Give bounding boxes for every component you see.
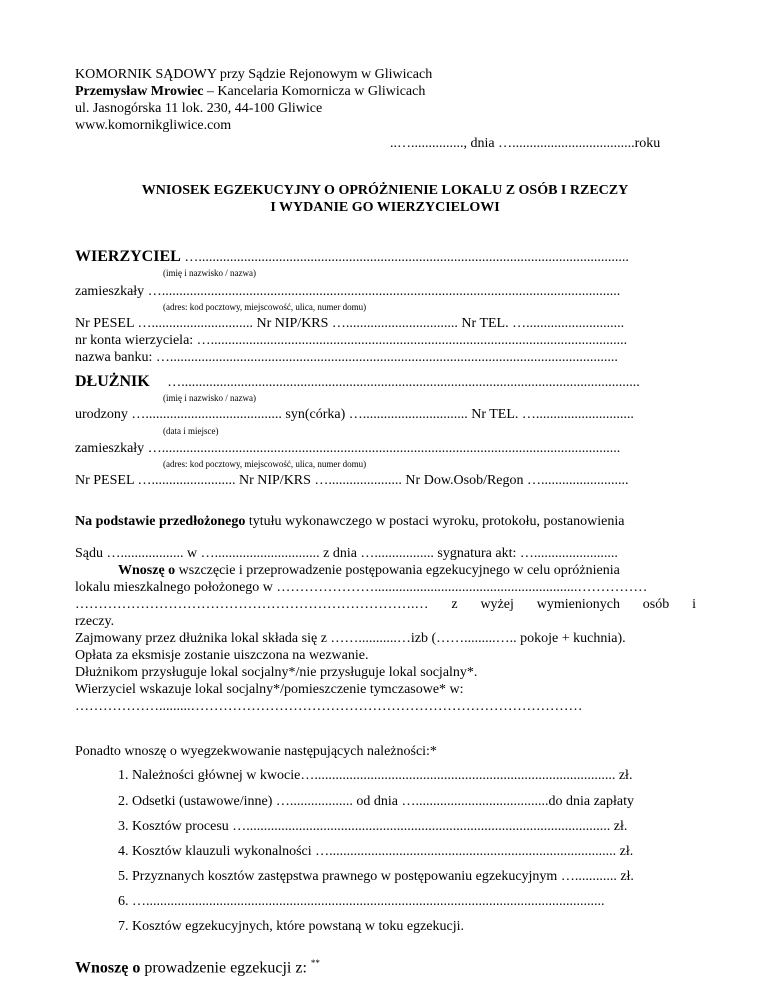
debtor-name-hint: (imię i nazwisko / nazwa)	[163, 393, 256, 403]
rooms-line[interactable]: Zajmowany przez dłużnika lokal składa się z ……...........…izb (…….........….. pokoje + kuchnia).	[75, 631, 626, 646]
creditor-account-line[interactable]: nr konta wierzyciela: ….......................................................................................................................	[75, 333, 628, 348]
form-title-line2: I WYDANIE GO WIERZYCIELOWI	[270, 200, 500, 215]
claim-item-6[interactable]: 6. …...................................................................................................................................	[118, 894, 605, 909]
debtor-address-field[interactable]: …...................................................................................................................................	[147, 441, 621, 456]
premises-line[interactable]: lokalu mieszkalnego położonego w …………………..........................................................……………	[75, 580, 648, 595]
request-text: wszczęcie i przeprowadzenie postępowania egzekucyjnego w celu opróżnienia	[175, 563, 620, 578]
indicated-premises-field[interactable]: ……………….........…………………………………………………………………………	[75, 699, 583, 714]
basis-bold: Na podstawie przedłożonego	[75, 514, 246, 529]
debtor-name-line	[75, 373, 640, 391]
creditor-bank-line[interactable]: nazwa banku: …................................................................................................................................	[75, 350, 618, 365]
claim-item-7: 7. Kosztów egzekucyjnych, które powstaną w toku egzekucji.	[118, 919, 465, 934]
creditor-name-line	[75, 248, 629, 266]
claim-item-1[interactable]: 1. Należności głównej w kwocie…...................................................................................... zł.	[118, 768, 633, 783]
bailiff-heading: KOMORNIK SĄDOWY przy Sądzie Rejonowym w Gliwicach	[75, 67, 433, 82]
creditor-address-line	[75, 283, 620, 300]
claim-item-3[interactable]: 3. Kosztów procesu …........................................................................................................ zł.	[118, 819, 628, 834]
request-line	[118, 562, 620, 579]
creditor-label: WIERZYCIEL	[75, 248, 181, 265]
bailiff-office-line	[75, 83, 425, 100]
office-name: – Kancelaria Komornicza w Gliwicach	[203, 84, 426, 99]
creditor-name-hint: (imię i nazwisko / nazwa)	[163, 268, 256, 278]
basis-text: tytułu wykonawczego w postaci wyroku, protokołu, postanowienia	[245, 514, 625, 529]
creditor-name-field[interactable]: …...........................................................................................................................	[184, 250, 629, 265]
premises-continued-line	[75, 596, 696, 613]
indicated-premises-line: Wierzyciel wskazuje lokal socjalny*/pomieszczenie tymczasowe* w:	[75, 682, 464, 697]
claim-item-5[interactable]: 5. Przyznanych kosztów zastępstwa prawnego w postępowaniu egzekucyjnym …............ zł.	[118, 869, 634, 884]
debtor-born-hint: (data i miejsce)	[163, 426, 219, 436]
claims-intro: Ponadto wnoszę o wyegzekwowanie następujących należności:*	[75, 744, 437, 759]
debtor-address-label: zamieszkały	[75, 441, 145, 456]
office-address: ul. Jasnogórska 11 lok. 230, 44-100 Gliwice	[75, 101, 323, 116]
creditor-address-label: zamieszkały	[75, 284, 145, 299]
request-bold: Wnoszę o	[118, 563, 176, 578]
creditor-address-hint: (adres: kod pocztowy, miejscowość, ulica, numer domu)	[163, 302, 367, 312]
premises-dots[interactable]: ……………………………………………………………….…	[75, 597, 429, 612]
things-line: rzeczy.	[75, 614, 115, 629]
form-title-line1: WNIOSEK EGZEKUCYJNY O OPRÓŻNIENIE LOKALU Z OSÓB I RZECZY	[141, 183, 629, 198]
office-website: www.komornikgliwice.com	[75, 118, 232, 133]
enforcement-line	[75, 954, 320, 977]
enforcement-text: prowadzenie egzekucji z:	[140, 959, 311, 977]
fee-line: Opłata za eksmisje zostanie uiszczona na wezwanie.	[75, 648, 369, 663]
claim-item-4[interactable]: 4. Kosztów klauzuli wykonalności ….................................................................................. zł.	[118, 844, 634, 859]
premises-tail: z wyżej wymienionych osób i	[451, 597, 697, 612]
claim-item-2[interactable]: 2. Odsetki (ustawowe/inne) ….................. od dnia …......................................do dnia zapłaty	[118, 794, 634, 809]
basis-line	[75, 513, 624, 530]
creditor-ids-line[interactable]: Nr PESEL …............................. Nr NIP/KRS …................................ Nr TEL. …............................	[75, 316, 625, 331]
debtor-address-hint: (adres: kod pocztowy, miejscowość, ulica, numer domu)	[163, 459, 367, 469]
social-housing-line: Dłużnikom przysługuje lokal socjalny*/nie przysługuje lokal socjalny*.	[75, 665, 478, 680]
debtor-name-field[interactable]: …...................................................................................................................................	[167, 375, 640, 390]
court-line[interactable]: Sądu ….................. w ….............................. z dnia …................. sygnatura akt: …........................	[75, 546, 618, 561]
enforcement-footnote-mark: **	[310, 958, 320, 968]
debtor-born-line[interactable]: urodzony …....................................... syn(córka) ….............................. Nr TEL. …............................	[75, 407, 634, 422]
enforcement-bold: Wnoszę o	[75, 959, 141, 977]
debtor-label: DŁUŻNIK	[75, 373, 150, 390]
debtor-address-line	[75, 440, 620, 457]
creditor-address-field[interactable]: …...................................................................................................................................	[147, 284, 621, 299]
date-line: ..…..............., dnia …...................................roku	[390, 136, 661, 151]
bailiff-name: Przemysław Mrowiec	[75, 84, 204, 99]
debtor-ids-line[interactable]: Nr PESEL …........................ Nr NIP/KRS …..................... Nr Dow.Osob/Regon ….........................	[75, 473, 629, 488]
